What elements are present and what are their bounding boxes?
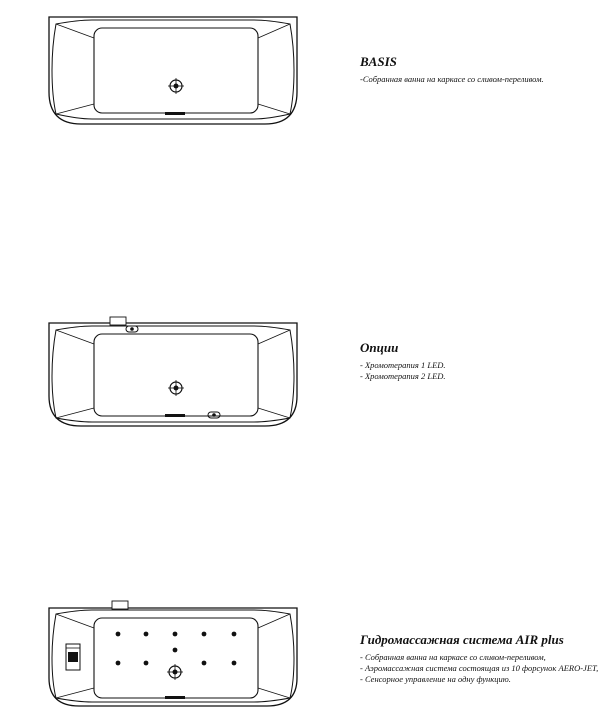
aero-jet-icon [116, 632, 237, 666]
description-line: - Аэромассажная система состоящая из 10 форсунок AERO-JET, [360, 663, 599, 673]
control-box-icon [112, 601, 128, 609]
drain-icon [167, 664, 183, 680]
bathtub-svg [48, 16, 298, 126]
bathtub-drawing-air-plus [48, 600, 298, 708]
overflow-icon [165, 696, 185, 699]
section-title: Опции [360, 340, 399, 355]
led-lamp-icon [126, 326, 138, 332]
overflow-icon [165, 112, 185, 115]
description-options [360, 340, 446, 382]
section-title: Гидромассажная система AIR plus [360, 632, 564, 647]
description-basis [360, 54, 544, 85]
touch-control-icon [66, 644, 80, 670]
section-title: BASIS [360, 54, 397, 69]
bathtub-drawing-options [48, 316, 298, 428]
description-line: - Сенсорное управление на одну функцию. [360, 674, 511, 684]
description-line: -Собранная ванна на каркасе со сливом-переливом. [360, 74, 544, 84]
drain-icon [168, 380, 184, 396]
bathtub-drawing-basis [48, 16, 298, 126]
overflow-icon [165, 414, 185, 417]
drain-icon [168, 78, 184, 94]
description-line: - Хромотерапия 2 LED. [360, 371, 446, 381]
led-lamp-icon [208, 412, 220, 418]
bathtub-svg [48, 600, 298, 708]
bathtub-svg [48, 316, 298, 428]
description-line: - Хромотерапия 1 LED. [360, 360, 446, 370]
description-air-plus [360, 632, 598, 685]
control-box-icon [110, 317, 126, 325]
description-line: - Собранная ванна на каркасе со сливом-переливом, [360, 652, 546, 662]
